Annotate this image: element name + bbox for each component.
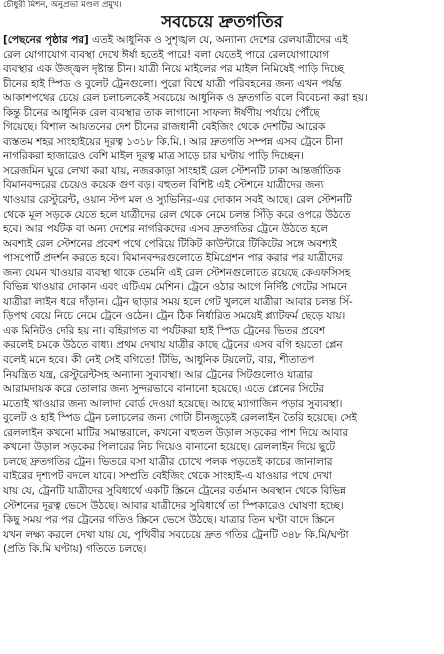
- article-line: [3, 499, 441, 514]
- article-line-text: করলেই চমকে উঠতে বাধ্য। প্রথম দেখায় যাত্রীর কাছে ট্রেনের এসব বগি হয়তো প্লেন: [3, 339, 343, 352]
- article-line-text: নিয়ন্ত্রিত যন্ত্র, রেস্টুরেন্টসহ অন্যান্য সুব্যবস্থা। আর ট্রেনের সিটগুলোও যাত্রার: [3, 368, 313, 381]
- article-line-text: যাত্রীরা লাইন ধরে দাঁড়ান। ট্রেন ছাড়ার সময় হলে গেট খুললে যাত্রীরা আবার চলন্ত সিঁ-: [3, 295, 353, 308]
- article-line: [3, 353, 441, 368]
- article-line-text: হবে। আর পর্যটক বা অন্য দেশের নাগরিকদের এসব দ্রুতগতির ট্রেনে উঠতে হলে: [3, 223, 329, 236]
- article-line: [3, 484, 441, 499]
- article-line-text: ব্যস্ততম শহর সাংহাইয়ের দূরত্ব ১৩১৮ কি.মি.। আর দ্রুতগতি সম্পন্ন এসব ট্রেনে চীনা: [3, 135, 344, 148]
- article-line: [3, 338, 441, 353]
- article-line: [3, 149, 441, 164]
- article-line-text: জন্য যেমন খাওয়ার ব্যবস্থা থাকে তেমনি এই রেল স্টেশনগুলোতে রয়েছে কেএফসিসহ: [3, 266, 351, 279]
- article-line-text: চলছে দ্রুতগতির ট্রেন। ভিতরে বসা যাত্রীর চোখে পলক পড়তেই কাচের জানালার: [3, 455, 333, 468]
- article-line-text: থেকে মূল সড়কে যেতে হলে যাত্রীদের রেল থেকে নেমে চলন্ত সিঁড়ি করে ওপরে উঠতে: [3, 208, 351, 221]
- article-line: [3, 411, 441, 426]
- article-line-text: বিভিন্ন খাওয়ার দোকান এবং এটিএম মেশিন। ট্রেনে ওঠার আগে নির্দিষ্ট গেটের সামনে: [3, 281, 348, 294]
- article-line-text: আরামদায়ক করে তোলার জন্য সুন্দরভাবে বানানো হয়েছে। এতে প্লেনের সিটের: [3, 383, 325, 396]
- article-headline: সবচেয়ে দ্রুতগতির: [161, 12, 283, 31]
- article-line-text: অবশ্যই রেল স্টেশনের প্রবেশ পথে পেরিয়ে টিকিট কাউন্টারে টিকিটের সঙ্গে অবশ্যই: [3, 237, 337, 250]
- article-line-text: গিয়েছে। বিশাল আয়তনের দেশ চীনের রাজধানী বেইজিং থেকে দেশটির আরেক: [3, 121, 326, 134]
- article-line-text: আকাশপথের চেয়ে রেল চলাচলকেই সবচেয়ে আধুনিক ও দ্রুতগতি বলে বিবেচনা করা হয়।: [3, 92, 368, 105]
- article-line-text: যায় যে, ট্রেনটি যাত্রীদের সুবিধার্থে একটি স্ক্রিনে ট্রেনের বর্তমান অবস্থান থেকে বিভিন্ন: [3, 484, 346, 497]
- article-line-text: বাইরের দৃশ্যপট বদলে যাবে। সম্প্রতি বেইজিং থেকে সাংহাই-এ যাওয়ার পথে দেখা: [3, 470, 332, 483]
- article-line-text: সরেজমিন ঘুরে লেখা করা যায়, নজরকাড়া সাংহাই রেল স্টেশনটি ঢাকা আন্তর্জাতিক: [3, 164, 341, 177]
- article-line-text: পাসপোর্ট প্রদর্শন করতে হবে। বিমানবন্দরগুলোতে ইমিগ্রেশন পার করার পর যাত্রীদের: [3, 252, 343, 265]
- article-line-text: কখনো উড়াল সড়কের পিলারের নিচ দিয়েও বানানো হয়েছে। রেললাইন দিয়ে ছুটে: [3, 441, 336, 454]
- article-line-text: রেল যোগাযোগ ব্যবস্থা দেখে ঈর্ষা হতেই পারে! বলা যেতেই পারে রেলযোগাযোগ: [3, 48, 330, 61]
- article-body: [3, 33, 441, 557]
- article-line-text: রেললাইন কখনো মাটির সমান্তরালে, কখনো বহুতল উড়াল সড়কের পাশ দিয়ে আবার: [3, 426, 349, 439]
- article-line-text: চীনের হাই স্পিড ও বুলেট ট্রেনগুলো। পুরো বিশ্বে যাত্রী পরিবহনের জন্য এখন পর্যন্ত: [3, 77, 342, 90]
- article-line: [3, 62, 441, 77]
- article-line: [3, 237, 441, 252]
- article-line-text: বুলেট ও হাই স্পিড ট্রেন চলাচলের জন্য গোটা চীনজুড়েই রেললাইন তৈরি হয়েছে। সেই: [3, 412, 357, 425]
- article-line-text: এক মিনিটও দেরি হয় না। বহিরাগত বা পর্যটকরা হাই স্পিড ট্রেনের ভিতর প্রবেশ: [3, 324, 326, 337]
- article-line: [3, 528, 441, 543]
- article-line: [3, 426, 441, 441]
- article-line: [3, 135, 441, 150]
- article-line: [3, 455, 441, 470]
- article-line-text: বলেই মনে হবে। কী নেই সেই বগিতে! টিভি, আধুনিক টয়লেট, বার, শীতাতপ: [3, 354, 315, 367]
- article-line: [3, 91, 441, 106]
- article-line: [3, 77, 441, 92]
- article-line: [3, 178, 441, 193]
- article-line: [3, 324, 441, 339]
- article-line: [3, 208, 441, 223]
- article-line: [3, 280, 441, 295]
- article-line: [3, 48, 441, 63]
- article-line: [3, 106, 441, 121]
- article-line-text: স্টেশনের দূরত্ব ভেসে উঠছে। আবার যাত্রীদের সুবিধার্থে তা স্পিকারেও ঘোষণা হচ্ছে।: [3, 499, 344, 512]
- continuation-tag: [পেছনের পৃষ্ঠার পর]: [3, 34, 89, 46]
- article-line: [3, 266, 441, 281]
- article-line: [3, 309, 441, 324]
- article-line-text: (প্রতি কি.মি ঘণ্টায়) গতিতে চলছে।: [3, 543, 147, 556]
- article-line: [3, 542, 441, 557]
- article-line: [3, 164, 441, 179]
- article-line-text: বিমানবন্দরের চেয়েও কয়েক গুণ বড়। বহুতল বিশিষ্ট এই স্টেশনে যাত্রীদের জন্য: [3, 179, 324, 192]
- previous-article-credit-line: চৌধুরী মিশন, অনুপ্রভা মণ্ডল প্রমুখ।: [3, 0, 122, 10]
- article-line: [3, 120, 441, 135]
- article-line-text: কিন্তু চীনের আধুনিক রেল ব্যবস্থার তাক লাগানো সাফল্য ঈর্ষণীয় পর্যায়ে পৌঁছে: [3, 106, 320, 119]
- article-line: [3, 469, 441, 484]
- article-line: [3, 397, 441, 412]
- article-line-text: ড়িপথ বেয়ে নিচে নেমে ট্রেনে ওঠেন। ট্রেন ঠিক নির্ধারিত সময়েই প্ল্যাটফর্ম ছেড়ে যায়।: [3, 310, 346, 323]
- article-line: [3, 222, 441, 237]
- article-line-text: নাগরিকরা হাজারেও বেশি মাইল দূরত্ব মাত্র সাড়ে চার ঘণ্টায় পাড়ি দিচ্ছেন।: [3, 150, 304, 163]
- article-line-text: খাওয়ার রেস্টুরেন্ট, ওয়ান স্টপ মল ও স্যুভিনির-এর দোকান সবই আছে। রেল স্টেশনটি: [3, 194, 352, 207]
- article-line-text: যখন লক্ষ্য করলে দেখা যায় যে, পৃথিবীর সবচেয়ে দ্রুত গতির ট্রেনটি ৩৪৮ কি.মি/ঘণ্টা: [3, 528, 349, 541]
- article-line-text: এতই আধুনিক ও সুশৃঙ্খল যে, অন্যান্য দেশের রেলযাত্রীদের এই: [88, 34, 348, 46]
- article-line: [3, 193, 441, 208]
- article-line: [3, 382, 441, 397]
- article-line-text: মতোই খাওয়ার জন্য আলাদা বোর্ড দেওয়া হয়েছে। আছে ম্যাগাজিন পড়ার সুব্যবস্থা।: [3, 397, 343, 410]
- article-line: [3, 33, 441, 48]
- article-line-text: ব্যবস্থার এক উজ্জ্বল দৃষ্টান্ত চীন। যাত্রী নিয়ে মাইলের পর মাইল নিমিষেই পাড়ি দিচ্ছে: [3, 63, 344, 76]
- article-line: [3, 251, 441, 266]
- article-line: [3, 513, 441, 528]
- article-line: [3, 440, 441, 455]
- article-line-text: কিছু সময় পর পর ট্রেনের গতিও স্ক্রিনে ভেসে উঠছে। যাত্রার তিন ঘণ্টা বাদে স্ক্রিনে: [3, 514, 335, 527]
- article-line: [3, 295, 441, 310]
- article-line: [3, 368, 441, 383]
